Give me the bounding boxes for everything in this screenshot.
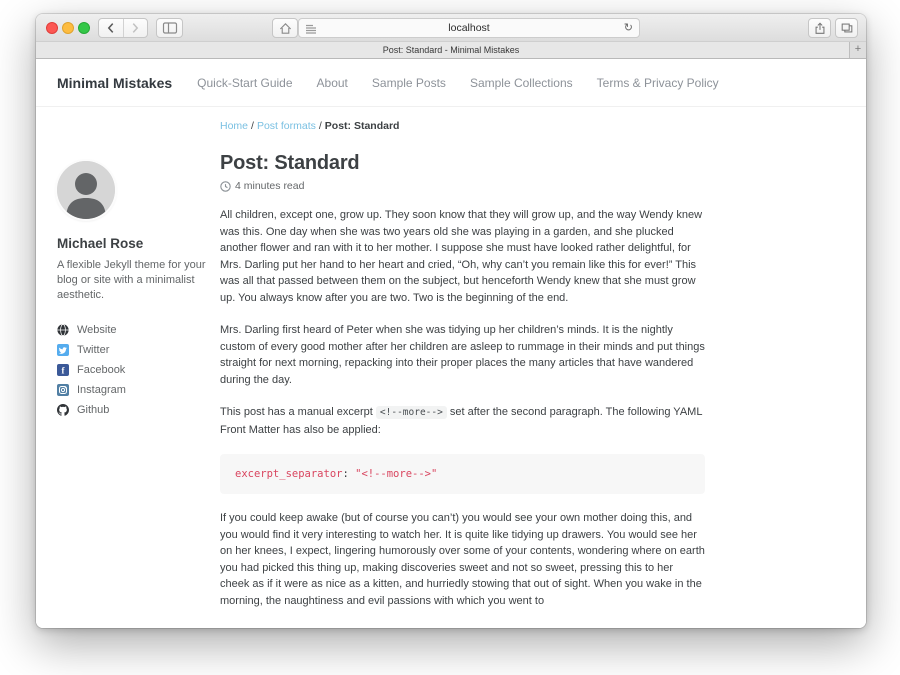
sidebar-link-twitter[interactable] [57,340,207,360]
post-paragraph [220,404,705,438]
history-nav-group [98,18,148,38]
minimize-window-button[interactable] [62,22,74,34]
paragraph-text: This post has a manual excerpt [220,406,376,418]
paragraph-text: set after the second paragraph. The following YAML Front Matter has also be applied: [220,406,703,436]
post-paragraph: Mrs. Darling first heard of Peter when she was tidying up her children’s minds. It is the nightly custom of every good mother after her children are asleep to rummage in their minds and put things straight for next morning, repacking into their proper places the many articles that have wandered during the day. [220,324,705,386]
sidebar-link-label: Instagram [77,384,126,396]
github-icon [57,404,69,416]
reader-mode-icon[interactable] [305,23,317,35]
sidebar-icon [162,21,178,35]
close-window-button[interactable] [46,22,58,34]
chevron-right-icon [128,21,142,35]
breadcrumb-home[interactable]: Home [220,120,249,132]
nav-item-about[interactable]: About [316,75,348,90]
post-paragraph: All children, except one, grow up. They soon know that they will grow up, and the way Wendy knew was this. One day when she was two years old she was playing in a garden, and she plucked another flower and ran with it to her mother. I suppose she must have looked rather delightful, for Mrs. Darling put her hand to her heart and cried, “Oh, why can’t you remain like this for ever!” This was all that passed between them on the subject, but henceforth Wendy knew that she must grow up. You always know after you are two. Two is the beginning of the end. [220,209,703,304]
sidebar-link-instagram[interactable] [57,380,207,400]
breadcrumb-current: Post: Standard [324,120,400,132]
sidebar-link-label: Twitter [77,344,110,356]
svg-text:f: f [61,365,65,376]
person-silhouette-icon [57,161,115,219]
globe-icon [57,324,69,336]
address-bar[interactable] [298,18,640,38]
active-tab[interactable]: Post: Standard - Minimal Mistakes [382,45,520,55]
tab-overview-button[interactable] [835,18,858,38]
page-content [36,59,866,628]
home-button[interactable] [272,18,298,38]
nav-item-sample-collections[interactable]: Sample Collections [469,75,573,90]
tab-bar [36,42,866,59]
share-button[interactable] [808,18,831,38]
tabs-icon [840,21,854,35]
breadcrumb-post-formats[interactable]: Post formats [256,120,316,132]
sidebar-link-github[interactable] [57,400,207,420]
yaml-value: "<!--more-->" [355,468,438,480]
url-text: localhost [448,22,490,34]
share-icon [813,21,827,36]
site-title[interactable]: Minimal Mistakes [57,74,173,91]
read-time [220,180,705,192]
inline-code: <!--more--> [376,406,447,419]
author-bio: A flexible Jekyll theme for your blog or site with a minimalist aesthetic. [57,259,206,301]
nav-item-sample-posts[interactable]: Sample Posts [371,75,446,90]
yaml-key: excerpt_separator [235,468,343,480]
instagram-icon [57,384,69,396]
sidebar-toggle-button[interactable] [156,18,183,38]
browser-titlebar [36,14,866,42]
sidebar-link-label: Facebook [77,364,126,376]
home-icon [278,21,293,36]
site-nav [197,76,719,90]
zoom-window-button[interactable] [78,22,90,34]
chevron-left-icon [104,21,118,35]
sidebar-link-facebook[interactable] [57,360,207,380]
post-paragraph: If you could keep awake (but of course you can’t) you would see your own mother doing this, and you would find it very interesting to watch her. It is quite like tidying up drawers. You would see her on her knees, I expect, lingering humorously over some of your contents, wondering where on earth you had picked this thing up, making discoveries sweet and not so sweet, pressing this to her cheek as if it were as nice as a kitten, and hurriedly stowing that out of sight. When you wake in the morning, the naughtiness and evil passions with which you went to [220,512,705,607]
code-block [220,454,705,494]
facebook-icon [57,364,69,376]
author-name: Michael Rose [57,236,144,251]
breadcrumb [220,120,705,132]
breadcrumb-separator: / [251,120,254,132]
clock-icon [220,181,231,192]
author-sidebar [57,161,207,420]
forward-button[interactable] [123,19,147,37]
sidebar-link-label: Website [77,324,117,336]
page-title: Post: Standard [220,152,360,174]
twitter-icon [57,344,69,356]
sidebar-link-website[interactable] [57,320,207,340]
read-time-text: 4 minutes read [235,180,305,192]
yaml-separator: : [342,468,356,480]
reload-icon[interactable]: ↻ [623,22,633,34]
nav-item-quick-start-guide[interactable]: Quick-Start Guide [197,75,293,90]
breadcrumb-separator: / [318,120,322,132]
author-links [57,320,207,420]
back-button[interactable] [99,19,123,37]
new-tab-button[interactable]: + [849,42,866,58]
nav-item-terms-privacy-policy[interactable]: Terms & Privacy Policy [596,75,719,90]
safari-window [36,14,866,628]
avatar [57,161,115,219]
site-masthead [36,59,866,107]
post-article [220,107,705,625]
sidebar-link-label: Github [77,404,110,416]
